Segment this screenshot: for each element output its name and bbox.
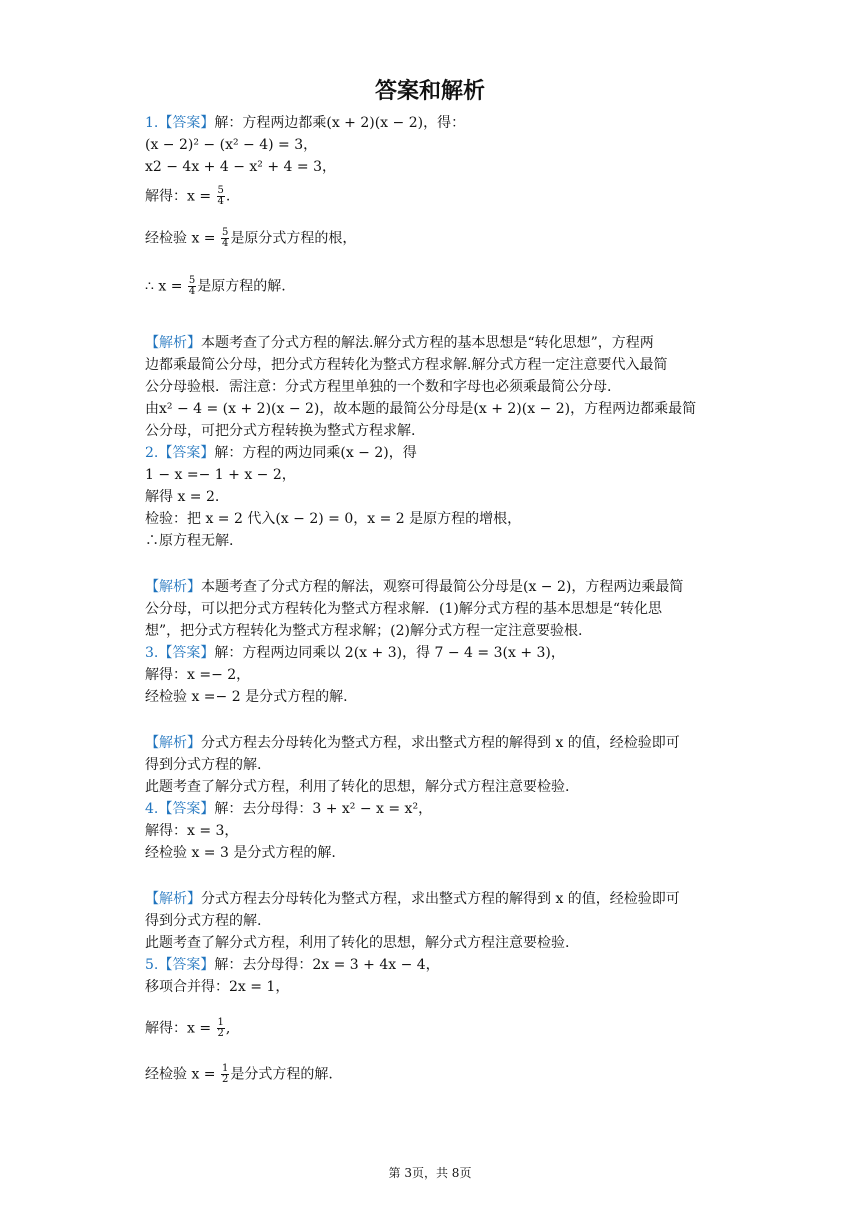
line-text: 分式方程去分母转化为整式方程，求出整式方程的解得到 x 的值，经检验即可 bbox=[201, 891, 680, 907]
line-text: 检验：把 x = 2 代入(x − 2) = 0，x = 2 是原方程的增根， bbox=[145, 511, 522, 527]
text-line bbox=[145, 912, 261, 930]
text-line bbox=[145, 228, 356, 249]
line-text: 解：方程两边同乘以 2(x + 3)，得 7 − 4 = 3(x + 3)， bbox=[214, 645, 565, 661]
text-line bbox=[145, 488, 219, 506]
line-text: 分式方程去分母转化为整式方程，求出整式方程的解得到 x 的值，经检验即可 bbox=[201, 735, 680, 751]
text-line bbox=[145, 756, 261, 774]
fraction-denominator: 4 bbox=[221, 238, 229, 249]
section-tag: 【答案】 bbox=[158, 801, 215, 817]
line-text: 解：去分母得：2x = 3 + 4x − 4， bbox=[214, 957, 440, 973]
fraction bbox=[217, 1018, 225, 1039]
line-text: 是分式方程的解. bbox=[230, 1066, 333, 1083]
text-line bbox=[145, 466, 296, 484]
text-line bbox=[145, 978, 289, 996]
line-text: (x − 2)² − (x² − 4) = 3， bbox=[145, 137, 318, 153]
text-line bbox=[145, 400, 696, 418]
text-line bbox=[145, 422, 415, 440]
line-text: 想”，把分式方程转化为整式方程求解；(2)解分式方程一定注意要验根. bbox=[145, 623, 583, 639]
text-line bbox=[145, 378, 611, 396]
fraction bbox=[217, 186, 225, 207]
fraction-denominator: 4 bbox=[188, 286, 196, 297]
text-line bbox=[145, 778, 569, 796]
line-text: 解：方程的两边同乘(x − 2)，得 bbox=[214, 445, 417, 461]
text-line bbox=[145, 356, 667, 374]
line-text: 解得：x =− 2， bbox=[145, 667, 251, 683]
section-tag: 【答案】 bbox=[158, 445, 215, 461]
line-text: ∴原方程无解. bbox=[145, 533, 234, 549]
fraction-numerator: 5 bbox=[221, 227, 229, 238]
section-tag: 【解析】 bbox=[145, 579, 201, 595]
text-line bbox=[145, 114, 465, 132]
line-text: 本题考查了分式方程的解法，观察可得最简公分母是(x − 2)，方程两边乘最简 bbox=[201, 579, 684, 595]
text-line bbox=[145, 158, 336, 176]
text-line bbox=[145, 600, 662, 618]
page-footer: 第 3页，共 8页 bbox=[388, 1166, 472, 1180]
line-text: 经检验 x = bbox=[145, 230, 220, 247]
line-text: 1 − x =− 1 + x − 2， bbox=[145, 467, 296, 483]
line-text: 公分母验根．需注意：分式方程里单独的一个数和字母也必须乘最简公分母. bbox=[145, 379, 612, 395]
line-text: 移项合并得：2x = 1， bbox=[145, 979, 290, 995]
section-tag: 【答案】 bbox=[158, 957, 215, 973]
line-text: 是原方程的解. bbox=[197, 278, 286, 295]
section-tag: 【解析】 bbox=[145, 335, 201, 351]
question-number: 4. bbox=[145, 801, 159, 817]
text-line bbox=[145, 532, 233, 550]
text-line bbox=[145, 1064, 333, 1085]
fraction-numerator: 5 bbox=[188, 275, 196, 286]
section-tag: 【答案】 bbox=[158, 115, 215, 131]
line-text: ∴ x = bbox=[145, 278, 187, 295]
line-text: 边都乘最简公分母，把分式方程转化为整式方程求解.解分式方程一定注意要代入最简 bbox=[145, 357, 668, 373]
text-line bbox=[145, 334, 654, 352]
line-text: 由x² − 4 = (x + 2)(x − 2)，故本题的最简公分母是(x + 2)(x − 2)，方程两边都乘最简 bbox=[145, 401, 697, 417]
text-line bbox=[145, 956, 440, 974]
line-text: 得到分式方程的解. bbox=[145, 757, 262, 773]
question-number: 2. bbox=[145, 445, 159, 461]
line-text: . bbox=[225, 188, 231, 205]
section-tag: 【解析】 bbox=[145, 891, 201, 907]
line-text: 解得：x = bbox=[145, 188, 216, 205]
text-line bbox=[145, 510, 521, 528]
line-text: 公分母，可以把分式方程转化为整式方程求解．(1)解分式方程的基本思想是“转化思 bbox=[145, 601, 662, 617]
line-text: 本题考查了分式方程的解法.解分式方程的基本思想是“转化思想”，方程两 bbox=[201, 335, 654, 351]
text-line bbox=[145, 444, 417, 462]
fraction bbox=[221, 228, 229, 249]
text-line bbox=[145, 276, 286, 297]
line-text: 此题考查了解分式方程，利用了转化的思想，解分式方程注意要检验. bbox=[145, 935, 570, 951]
text-line bbox=[145, 666, 250, 684]
line-text: , bbox=[225, 1020, 231, 1037]
text-line bbox=[145, 734, 680, 752]
text-line bbox=[145, 822, 238, 840]
text-line bbox=[145, 800, 432, 818]
line-text: 此题考查了解分式方程，利用了转化的思想，解分式方程注意要检验. bbox=[145, 779, 570, 795]
text-line bbox=[145, 186, 230, 207]
line-text: 解得：x = bbox=[145, 1020, 216, 1037]
fraction-denominator: 2 bbox=[221, 1074, 229, 1085]
line-text: 公分母，可把分式方程转换为整式方程求解. bbox=[145, 423, 416, 439]
text-line bbox=[145, 622, 582, 640]
text-line bbox=[145, 688, 348, 706]
text-line bbox=[145, 578, 683, 596]
text-line bbox=[145, 934, 569, 952]
line-text: 解：方程两边都乘(x + 2)(x − 2)，得： bbox=[214, 115, 466, 131]
fraction-denominator: 4 bbox=[217, 196, 224, 207]
fraction-numerator: 5 bbox=[217, 185, 224, 196]
line-text: 得到分式方程的解. bbox=[145, 913, 262, 929]
line-text: 经检验 x = 3 是分式方程的解. bbox=[145, 845, 336, 861]
section-tag: 【解析】 bbox=[145, 735, 201, 751]
question-number: 5. bbox=[145, 957, 159, 973]
section-tag: 【答案】 bbox=[158, 645, 215, 661]
fraction-denominator: 2 bbox=[217, 1028, 224, 1039]
fraction-numerator: 1 bbox=[221, 1063, 229, 1074]
fraction-numerator: 1 bbox=[217, 1017, 224, 1028]
line-text: x2 − 4x + 4 − x² + 4 = 3， bbox=[145, 159, 336, 175]
line-text: 经检验 x =− 2 是分式方程的解. bbox=[145, 689, 348, 705]
text-line bbox=[145, 844, 336, 862]
text-line bbox=[145, 1018, 230, 1039]
text-line bbox=[145, 136, 317, 154]
question-number: 3. bbox=[145, 645, 159, 661]
question-number: 1. bbox=[145, 115, 159, 131]
line-text: 解得：x = 3， bbox=[145, 823, 239, 839]
line-text: 解得 x = 2. bbox=[145, 489, 220, 505]
line-text: 经检验 x = bbox=[145, 1066, 220, 1083]
fraction bbox=[221, 1064, 229, 1085]
page-title: 答案和解析 bbox=[374, 79, 485, 104]
line-text: 解：去分母得：3 + x² − x = x²， bbox=[214, 801, 433, 817]
text-line bbox=[145, 644, 565, 662]
line-text: 是原分式方程的根， bbox=[230, 230, 357, 247]
fraction bbox=[188, 276, 196, 297]
text-line bbox=[145, 890, 680, 908]
